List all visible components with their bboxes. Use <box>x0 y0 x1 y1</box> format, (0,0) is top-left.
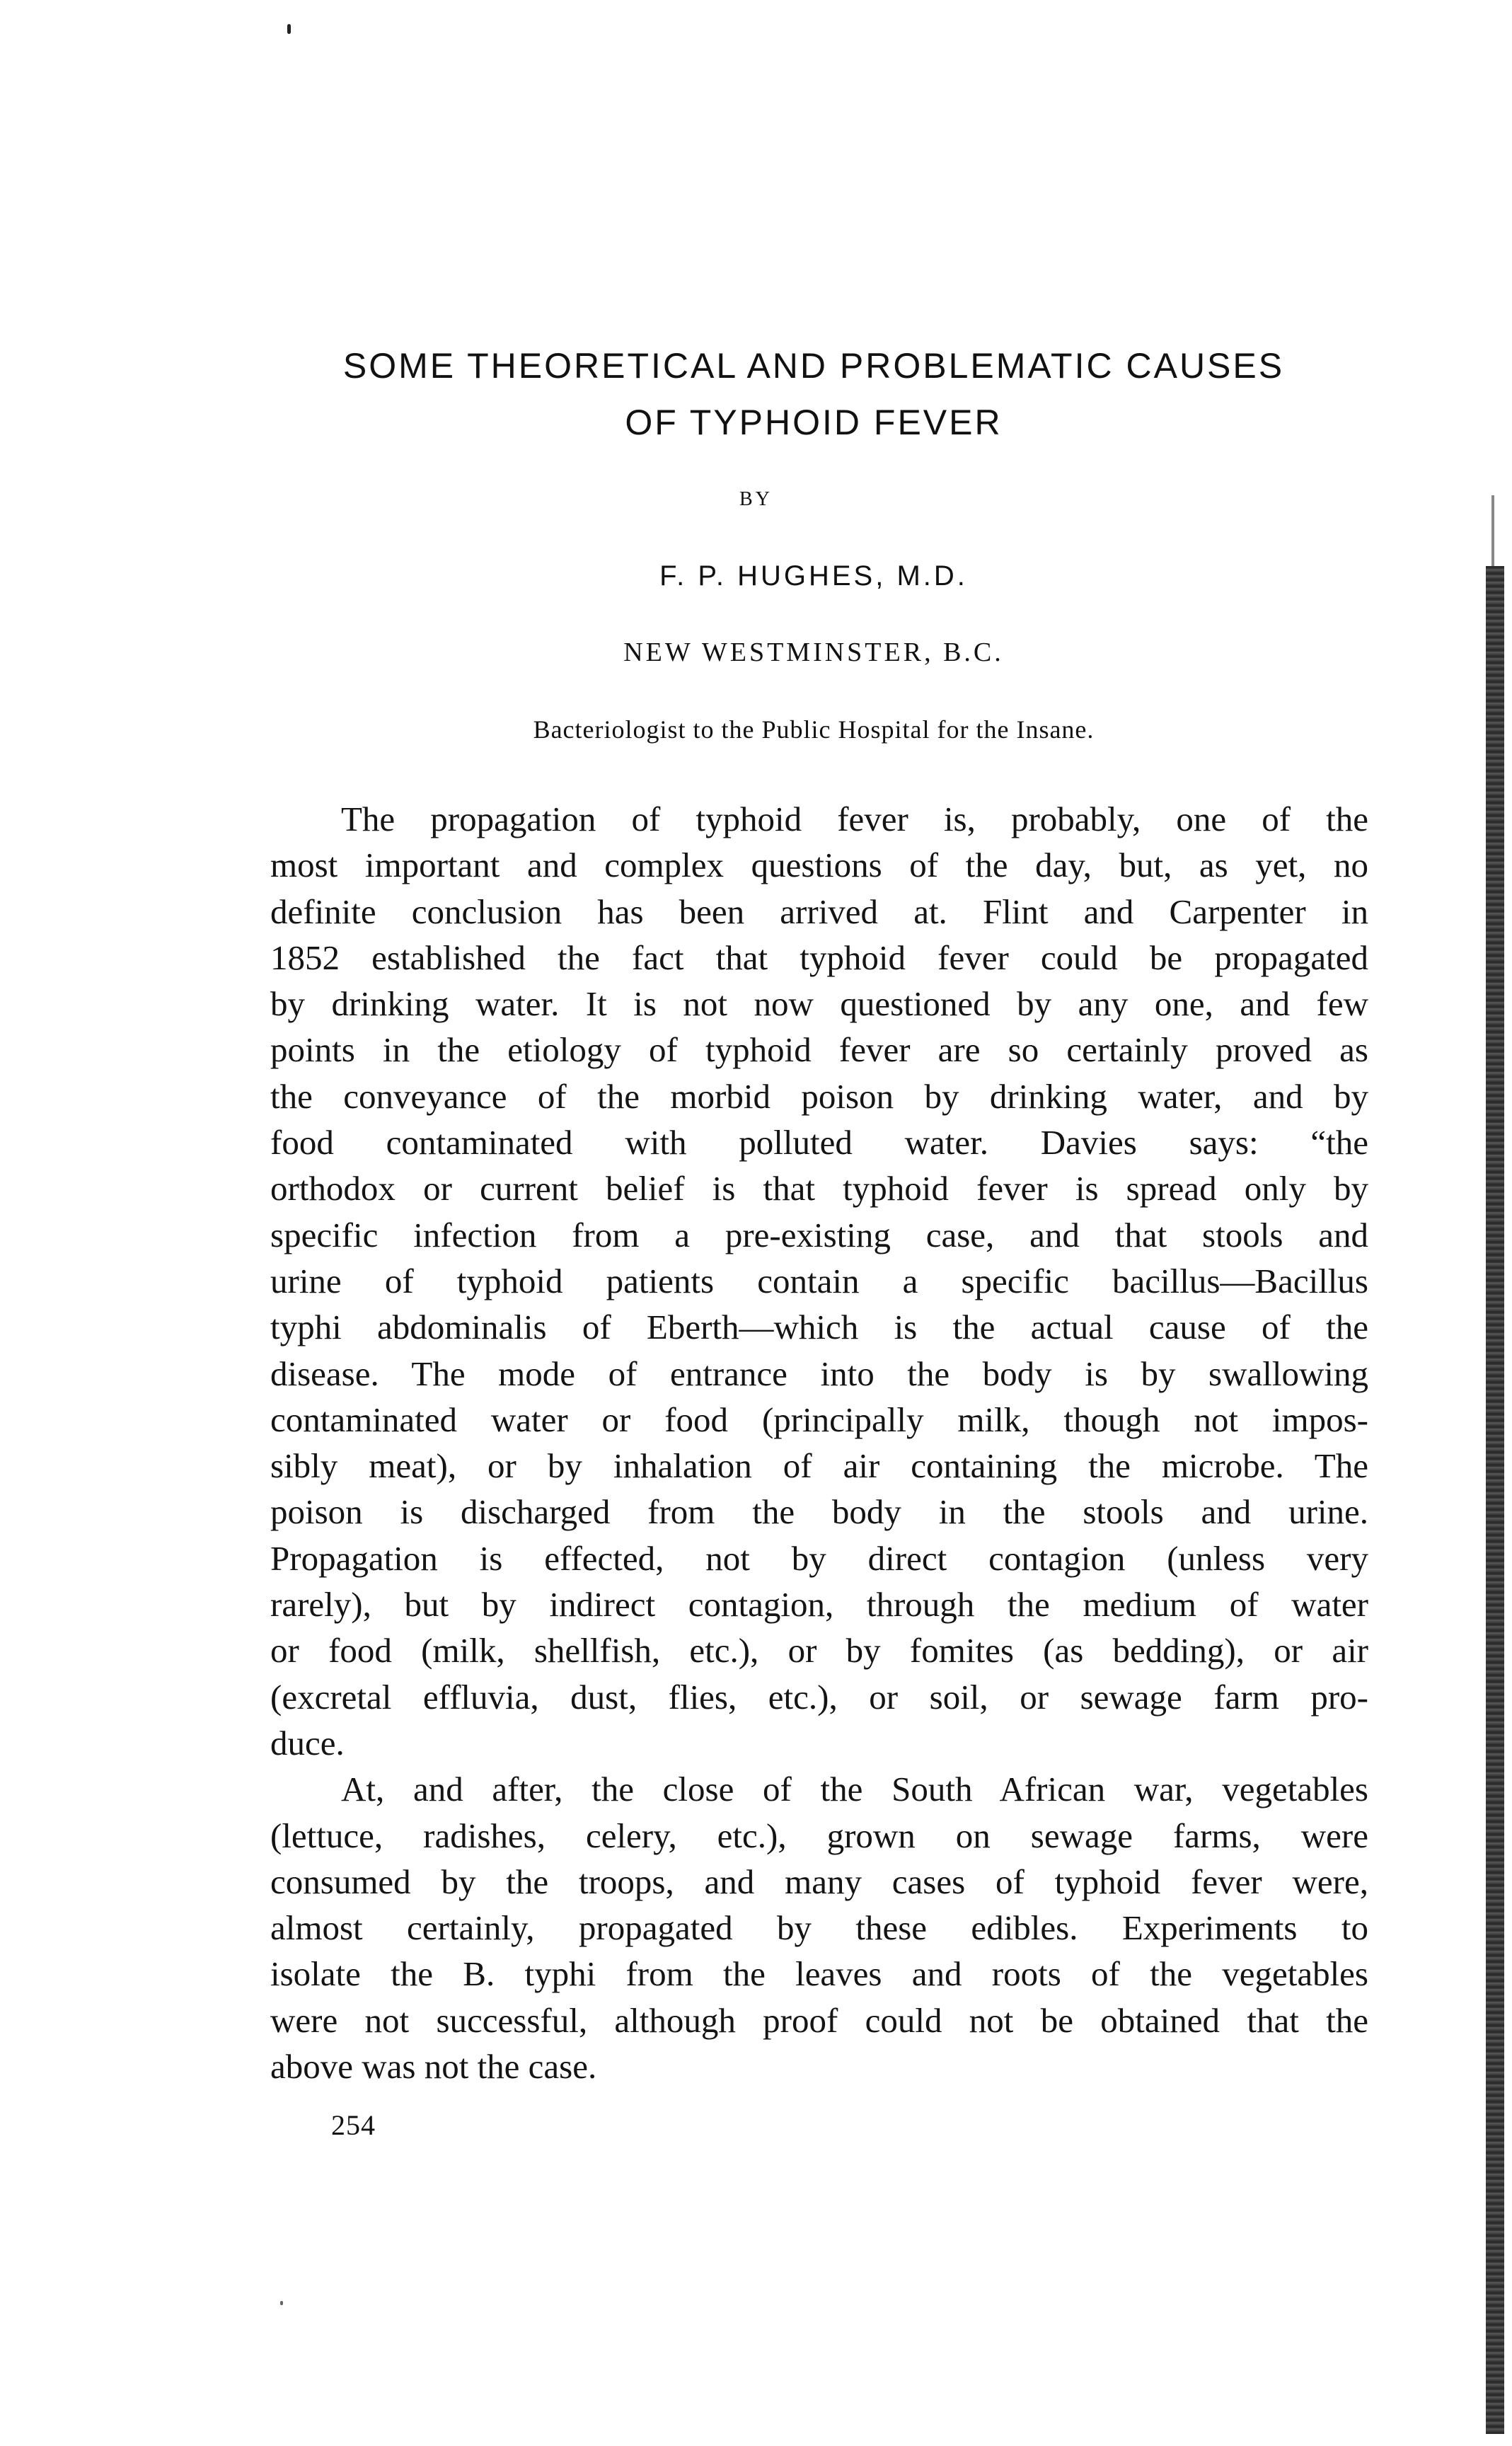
paragraph-1 <box>270 796 1368 1766</box>
body-text <box>270 796 1368 2089</box>
text-line: Propagation is effected, not by direct contagion (unless very <box>270 1538 1368 1578</box>
scan-speck <box>280 2301 283 2305</box>
text-line: orthodox or current belief is that typhoid fever is spread only by <box>270 1169 1368 1208</box>
paragraph-2 <box>270 1766 1368 2089</box>
text-line: definite conclusion has been arrived at. Flint and Carpenter in <box>270 892 1368 931</box>
text-line: urine of typhoid patients contain a specific bacillus—Bacillus <box>270 1261 1368 1300</box>
text-line: or food (milk, shellfish, etc.), or by fomites (as bedding), or air <box>270 1631 1368 1671</box>
text-line: specific infection from a pre-existing case, and that stools and <box>270 1215 1368 1254</box>
text-line: duce. <box>270 1723 345 1763</box>
text-line: by drinking water. It is not now questioned by any one, and few <box>270 984 1368 1024</box>
text-line: most important and complex questions of the day, but, as yet, no <box>270 846 1368 885</box>
text-line: above was not the case. <box>270 2047 597 2087</box>
text-line: isolate the B. typhi from the leaves and roots of the vegetables <box>270 1954 1368 1994</box>
text-line: poison is discharged from the body in the stools and urine. <box>270 1492 1368 1532</box>
text-line: At, and after, the close of the South African war, vegetables <box>341 1770 1368 1809</box>
text-line: The propagation of typhoid fever is, probably, one of the <box>341 800 1368 838</box>
text-line: 1852 established the fact that typhoid fever could be propagated <box>270 938 1368 977</box>
text-line: points in the etiology of typhoid fever are so certainly proved as <box>270 1030 1368 1070</box>
article-title-line-1: SOME THEORETICAL AND PROBLEMATIC CAUSES <box>342 346 1285 386</box>
byline-label: BY <box>739 488 773 510</box>
text-line: contaminated water or food (principally milk, though not impos- <box>270 1400 1368 1439</box>
author-location: NEW WESTMINSTER, B.C. <box>623 638 1004 667</box>
text-line: sibly meat), or by inhalation of air containing the microbe. The <box>270 1446 1368 1486</box>
scan-edge-shadow <box>1491 495 1494 566</box>
text-line: disease. The mode of entrance into the body is by swallowing <box>270 1354 1368 1393</box>
author-name: F. P. HUGHES, M.D. <box>659 560 968 592</box>
text-line: were not successful, although proof could not be obtained that the <box>270 2000 1368 2040</box>
scan-speck <box>287 24 291 34</box>
text-line: (lettuce, radishes, celery, etc.), grown on sewage farms, were <box>270 1816 1368 1855</box>
scan-binding-edge <box>1486 566 1504 2434</box>
text-line: typhi abdominalis of Eberth—which is the actual cause of the <box>270 1308 1368 1347</box>
page-number: 254 <box>331 2109 376 2141</box>
text-line: almost certainly, propagated by these edibles. Experiments to <box>270 1908 1368 1948</box>
text-line: the conveyance of the morbid poison by drinking water, and by <box>270 1076 1368 1116</box>
text-line: rarely), but by indirect contagion, through the medium of water <box>270 1585 1368 1625</box>
author-affiliation: Bacteriologist to the Public Hospital for the Insane. <box>533 715 1095 744</box>
text-line: (excretal effluvia, dust, flies, etc.), or soil, or sewage farm pro- <box>270 1677 1368 1717</box>
text-line: food contaminated with polluted water. Davies says: “the <box>270 1123 1368 1163</box>
article-title-line-2: OF TYPHOID FEVER <box>625 403 1003 442</box>
text-line: consumed by the troops, and many cases of typhoid fever were, <box>270 1862 1368 1901</box>
